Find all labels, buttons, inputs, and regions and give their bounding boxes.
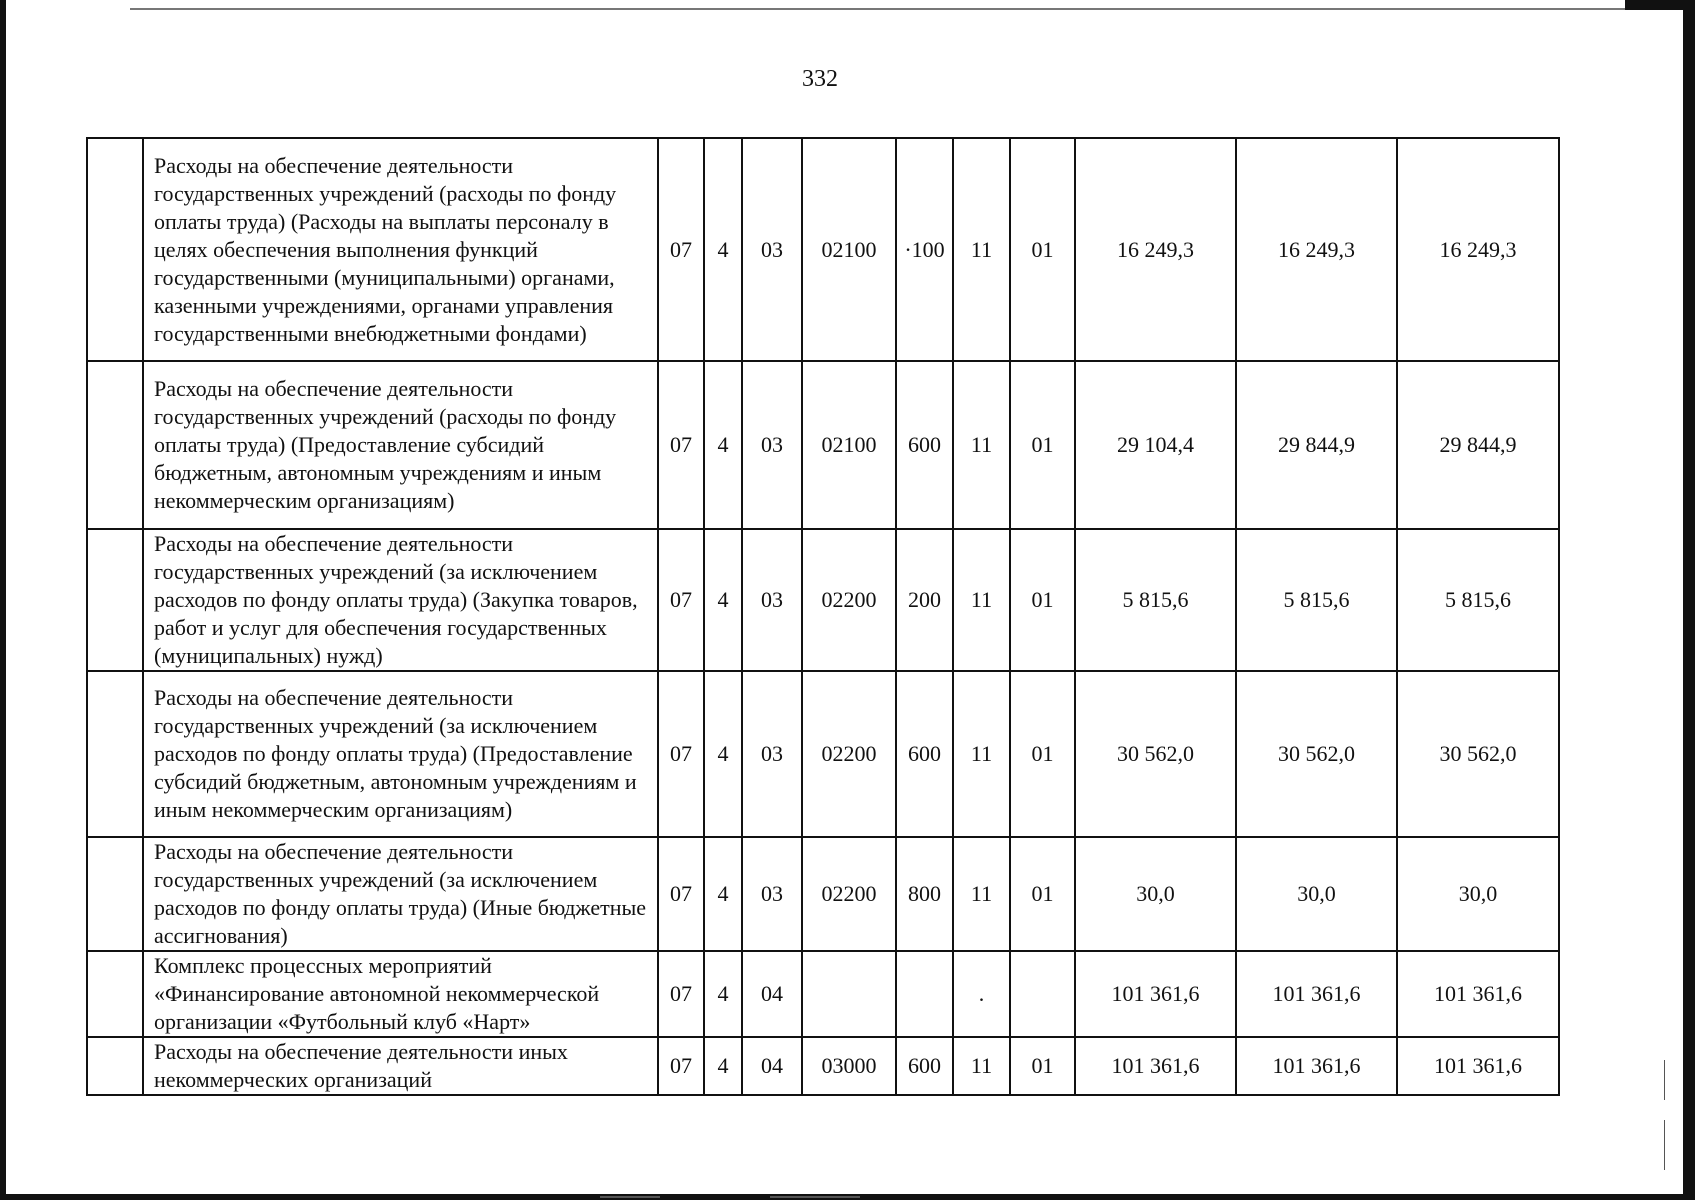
amount-cell: 29 104,4 xyxy=(1075,361,1236,529)
code-cell: 4 xyxy=(704,138,742,361)
code-cell: 07 xyxy=(658,671,704,837)
code-cell: 600 xyxy=(896,361,953,529)
table-row xyxy=(87,951,1559,1037)
amount-cell: 30 562,0 xyxy=(1397,671,1559,837)
table-row xyxy=(87,671,1559,837)
code-cell: 01 xyxy=(1010,671,1075,837)
table-row xyxy=(87,361,1559,529)
scan-border-left xyxy=(0,0,6,1200)
code-cell: 01 xyxy=(1010,1037,1075,1095)
code-cell: 07 xyxy=(658,1037,704,1095)
row-number-cell xyxy=(87,1037,143,1095)
code-cell: 11 xyxy=(953,1037,1010,1095)
scan-artifact xyxy=(1664,1060,1665,1100)
code-cell: 07 xyxy=(658,361,704,529)
code-cell: 4 xyxy=(704,529,742,671)
code-cell: 11 xyxy=(953,529,1010,671)
code-cell: 03 xyxy=(742,837,802,951)
scan-corner xyxy=(1625,0,1695,10)
description-cell: Расходы на обеспечение деятельности государственных учреждений (за исключением расходов по фонду оплаты труда) (Предоставление субсидий бюджетным, автономным учреждениям и иным некоммерческим организациям) xyxy=(143,671,658,837)
code-cell: 03 xyxy=(742,529,802,671)
table-row xyxy=(87,1037,1559,1095)
code-cell: 01 xyxy=(1010,837,1075,951)
row-number-cell xyxy=(87,671,143,837)
row-number-cell xyxy=(87,529,143,671)
code-cell: 03000 xyxy=(802,1037,896,1095)
amount-cell: 101 361,6 xyxy=(1236,1037,1397,1095)
code-cell: 4 xyxy=(704,361,742,529)
row-number-cell xyxy=(87,138,143,361)
code-cell: 600 xyxy=(896,1037,953,1095)
code-cell: 02200 xyxy=(802,837,896,951)
amount-cell: 5 815,6 xyxy=(1397,529,1559,671)
scan-artifact xyxy=(1664,1120,1665,1170)
amount-cell: 101 361,6 xyxy=(1075,1037,1236,1095)
description-cell: Расходы на обеспечение деятельности государственных учреждений (расходы по фонду оплаты труда) (Предоставление субсидий бюджетным, автономным учреждениям и иным некоммерческим организациям) xyxy=(143,361,658,529)
amount-cell: 30 562,0 xyxy=(1075,671,1236,837)
row-number-cell xyxy=(87,361,143,529)
description-cell: Комплекс процессных мероприятий «Финансирование автономной некоммерческой организации «Футбольный клуб «Нарт» xyxy=(143,951,658,1037)
amount-cell: 30 562,0 xyxy=(1236,671,1397,837)
table-row xyxy=(87,837,1559,951)
code-cell: 11 xyxy=(953,837,1010,951)
description-cell: Расходы на обеспечение деятельности государственных учреждений (расходы по фонду оплаты труда) (Расходы на выплаты персоналу в целях обеспечения выполнения функций государственными (муниципальными) органами, казенными учреждениями, органами управления государственными внебюджетными фондами) xyxy=(143,138,658,361)
amount-cell: 30,0 xyxy=(1397,837,1559,951)
code-cell: 07 xyxy=(658,529,704,671)
code-cell xyxy=(802,951,896,1037)
code-cell: 800 xyxy=(896,837,953,951)
code-cell: 01 xyxy=(1010,361,1075,529)
amount-cell: 5 815,6 xyxy=(1075,529,1236,671)
amount-cell: 5 815,6 xyxy=(1236,529,1397,671)
code-cell: 01 xyxy=(1010,138,1075,361)
code-cell: 200 xyxy=(896,529,953,671)
scan-border-right xyxy=(1683,0,1695,1200)
code-cell: 04 xyxy=(742,951,802,1037)
amount-cell: 101 361,6 xyxy=(1236,951,1397,1037)
code-cell: 11 xyxy=(953,671,1010,837)
amount-cell: 29 844,9 xyxy=(1236,361,1397,529)
code-cell: 600 xyxy=(896,671,953,837)
code-cell: 07 xyxy=(658,138,704,361)
amount-cell: 16 249,3 xyxy=(1075,138,1236,361)
description-cell: Расходы на обеспечение деятельности государственных учреждений (за исключением расходов по фонду оплаты труда) (Закупка товаров, работ и услуг для обеспечения государственных (муниципальных) нужд) xyxy=(143,529,658,671)
table-row xyxy=(87,138,1559,361)
code-cell: 07 xyxy=(658,951,704,1037)
amount-cell: 16 249,3 xyxy=(1236,138,1397,361)
code-cell: ·100 xyxy=(896,138,953,361)
code-cell: 02200 xyxy=(802,529,896,671)
code-cell: 01 xyxy=(1010,529,1075,671)
code-cell: 02100 xyxy=(802,361,896,529)
code-cell xyxy=(896,951,953,1037)
row-number-cell xyxy=(87,837,143,951)
budget-table xyxy=(86,137,1560,1096)
code-cell: . xyxy=(953,951,1010,1037)
table-row xyxy=(87,529,1559,671)
code-cell: 03 xyxy=(742,138,802,361)
code-cell: 4 xyxy=(704,1037,742,1095)
page-number: 332 xyxy=(802,66,838,92)
amount-cell: 30,0 xyxy=(1236,837,1397,951)
code-cell: 04 xyxy=(742,1037,802,1095)
amount-cell: 101 361,6 xyxy=(1075,951,1236,1037)
code-cell: 02200 xyxy=(802,671,896,837)
code-cell: 07 xyxy=(658,837,704,951)
code-cell: 4 xyxy=(704,671,742,837)
amount-cell: 101 361,6 xyxy=(1397,1037,1559,1095)
code-cell: 03 xyxy=(742,361,802,529)
description-cell: Расходы на обеспечение деятельности иных некоммерческих организаций xyxy=(143,1037,658,1095)
code-cell xyxy=(1010,951,1075,1037)
amount-cell: 101 361,6 xyxy=(1397,951,1559,1037)
amount-cell: 30,0 xyxy=(1075,837,1236,951)
description-cell: Расходы на обеспечение деятельности государственных учреждений (за исключением расходов по фонду оплаты труда) (Иные бюджетные ассигнования) xyxy=(143,837,658,951)
code-cell: 11 xyxy=(953,138,1010,361)
scan-artifact xyxy=(770,1196,860,1198)
code-cell: 4 xyxy=(704,951,742,1037)
amount-cell: 16 249,3 xyxy=(1397,138,1559,361)
row-number-cell xyxy=(87,951,143,1037)
code-cell: 02100 xyxy=(802,138,896,361)
code-cell: 11 xyxy=(953,361,1010,529)
code-cell: 03 xyxy=(742,671,802,837)
amount-cell: 29 844,9 xyxy=(1397,361,1559,529)
scan-artifact xyxy=(600,1196,660,1198)
scan-border-top xyxy=(130,8,1650,10)
code-cell: 4 xyxy=(704,837,742,951)
